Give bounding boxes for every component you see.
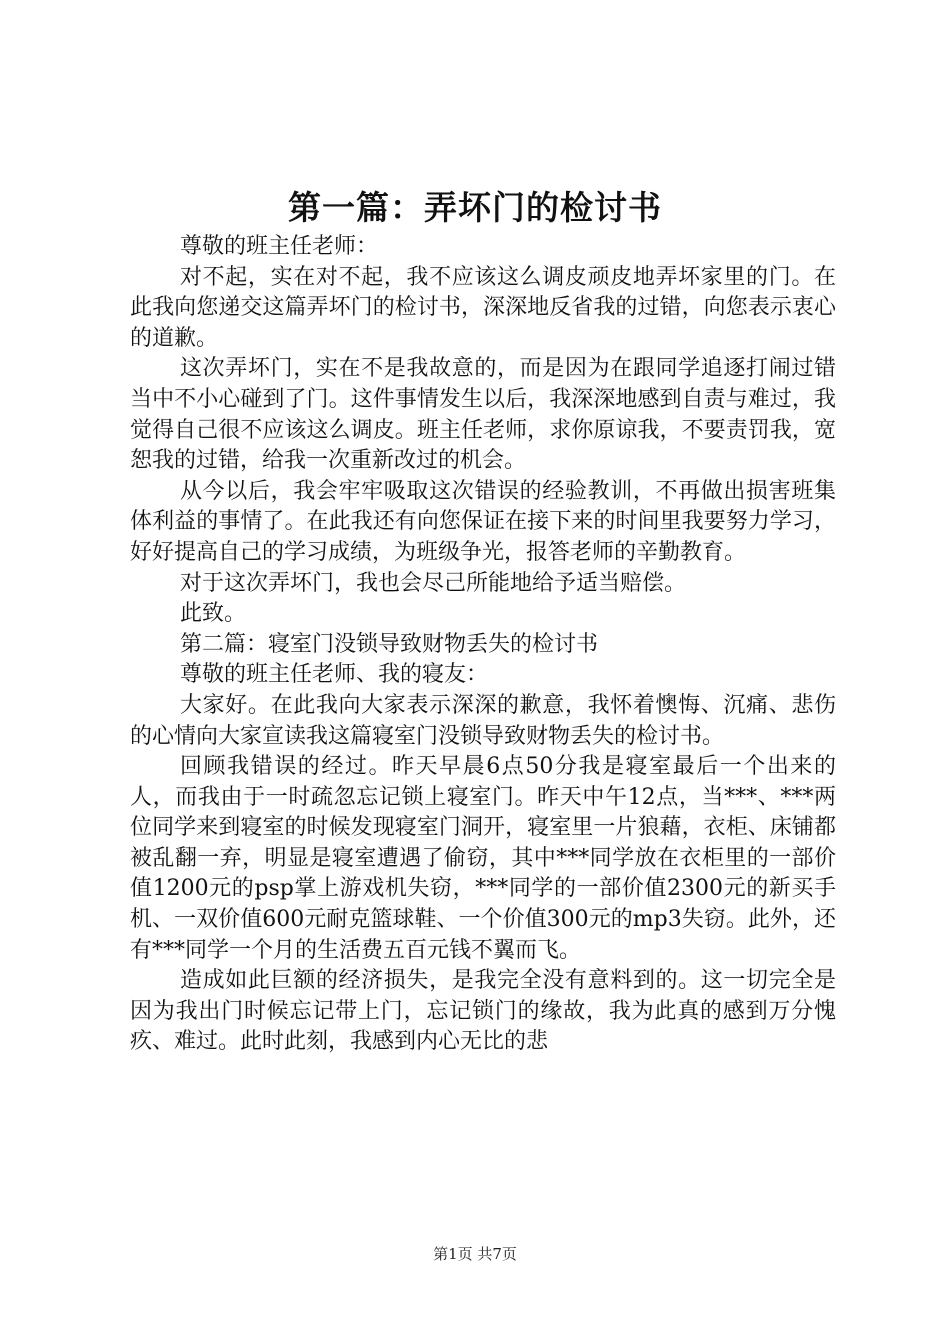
paragraph-salutation: 尊敬的班主任老师： bbox=[180, 234, 379, 259]
paragraph-apology: 对不起，实在对不起，我不应该这么调皮顽皮地弄坏家里的门。在此我向您递交这篇弄坏门的检讨书，深深地反省我的过错，向您表示衷心的道歉。 bbox=[130, 264, 836, 351]
paragraph-greeting: 大家好。在此我向大家表示深深的歉意，我怀着懊悔、沉痛、悲伤的心情向大家宣读我这篇寝室门没锁导致财物丢失的检讨书。 bbox=[130, 692, 836, 749]
section-heading-2: 第二篇：寝室门没锁导致财物丢失的检讨书 bbox=[180, 631, 599, 657]
paragraph-compensation: 对于这次弄坏门，我也会尽己所能地给予适当赔偿。 bbox=[180, 570, 687, 596]
paragraph-salutation-2: 尊敬的班主任老师、我的寝友： bbox=[180, 662, 489, 688]
document-body bbox=[130, 232, 836, 1058]
paragraph-incident: 回顾我错误的经过。昨天早晨6点50分我是寝室最后一个出来的人，而我由于一时疏忽忘记锁上寝室门。昨天中午12点，当***、***两位同学来到寝室的时候发现寝室门洞开，寝室里一片狼藉，衣柜、床铺都被乱翻一弃，明显是寝室遭遇了偷窃，其中***同学放在衣柜里的一部价值1200元的psp掌上游戏机失窃，***同学的一部价值2300元的新买手机、一双价值600元耐克篮球鞋、一个价值300元的mp3失窃。此外，还有***同学一个月的生活费五百元钱不翼而飞。 bbox=[130, 754, 836, 963]
paragraph-cause: 这次弄坏门，实在不是我故意的，而是因为在跟同学追逐打闹过错当中不小心碰到了门。这件事情发生以后，我深深地感到自责与难过，我觉得自己很不应该这么调皮。班主任老师，求你原谅我，不要责罚我，宽恕我的过错，给我一次重新改过的机会。 bbox=[130, 356, 836, 474]
paragraph-closing: 此致。 bbox=[180, 601, 247, 627]
paragraph-reflection: 造成如此巨额的经济损失，是我完全没有意料到的。这一切完全是因为我出门时候忘记带上门，忘记锁门的缘故，我为此真的感到万分愧疚、难过。此时此刻，我感到内心无比的悲 bbox=[130, 968, 836, 1055]
paragraph-promise: 从今以后，我会牢牢吸取这次错误的经验教训，不再做出损害班集体利益的事情了。在此我还有向您保证在接下来的时间里我要努力学习，好好提高自己的学习成绩，为班级争光，报答老师的辛勤教育。 bbox=[130, 478, 836, 565]
document-title: 第一篇：弄坏门的检讨书 bbox=[288, 188, 662, 227]
page-number: 第1页 共7页 bbox=[433, 1245, 517, 1263]
